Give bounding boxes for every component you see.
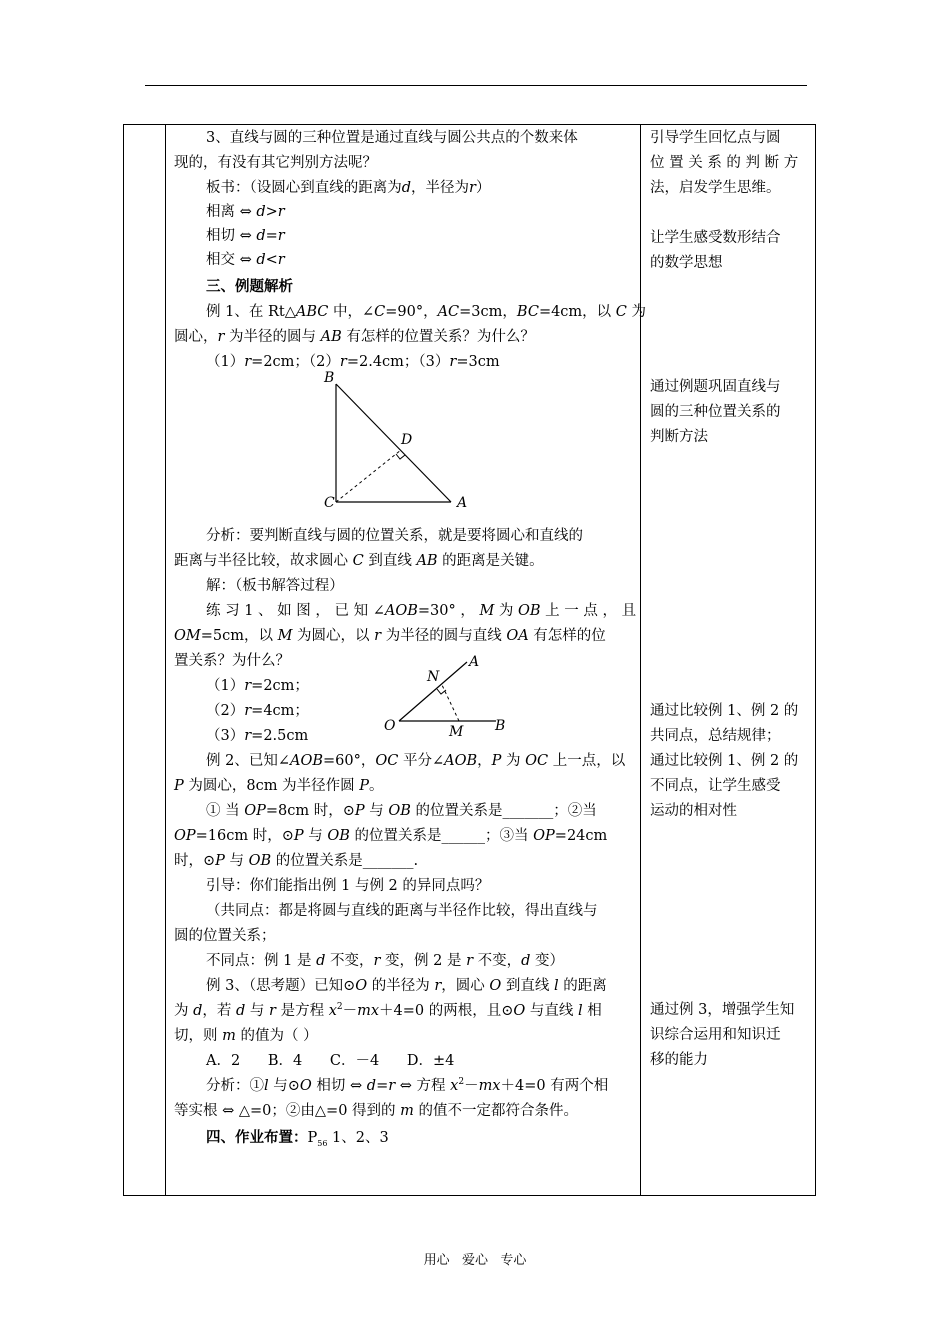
note4-line4: 不同点，让学生感受 bbox=[650, 778, 781, 794]
angle-figure bbox=[379, 650, 519, 740]
practice1-line3: 置关系？为什么？ bbox=[174, 653, 290, 669]
similarity-line2: 圆的位置关系； bbox=[174, 928, 276, 944]
note1-line3: 法，启发学生思维。 bbox=[650, 180, 781, 196]
main-content bbox=[174, 125, 647, 1195]
note1-line1: 引导学生回忆点与圆 bbox=[650, 130, 781, 146]
point-label-b: B bbox=[495, 718, 506, 734]
point-label-m: M bbox=[449, 724, 464, 740]
lesson-table bbox=[123, 124, 816, 1196]
note4-line2: 共同点，总结规律； bbox=[650, 728, 781, 744]
analysis1-line1: 分析：要判断直线与圆的位置关系，就是要将圆心和直线的 bbox=[206, 528, 583, 544]
note5-line2: 识综合运用和知识迁 bbox=[650, 1027, 781, 1043]
board-line: 板书：（设圆心到直线的距离为d，半径为r） bbox=[206, 180, 491, 196]
practice1-line1: 练 习 1 、 如 图 ， 已 知 ∠AOB=30° ， M 为 OB 上 一 点 ， 且 bbox=[206, 603, 637, 619]
column-divider bbox=[640, 125, 641, 1195]
note5-line3: 移的能力 bbox=[650, 1052, 708, 1068]
section-heading-homework: 四、作业布置： bbox=[206, 1129, 308, 1146]
difference-line: 不同点：例 1 是 d 不变，r 变，例 2 是 r 不变，d 变） bbox=[206, 953, 565, 969]
note1-line2: 位 置 关 系 的 判 断 方 bbox=[650, 155, 799, 171]
practice1-line2: OM=5cm，以 M 为圆心，以 r 为半径的圆与直线 OA 有怎样的位 bbox=[174, 628, 606, 644]
homework-line: 四、作业布置：$P_{56}$ 1、2、3 bbox=[206, 1129, 389, 1148]
vertex-label-a: A bbox=[457, 495, 468, 511]
example3-line1: 例 3、（思考题）已知⊙O 的半径为 r，圆心 O 到直线 l 的距离 bbox=[206, 978, 607, 994]
section-heading-examples: 三、例题解析 bbox=[206, 278, 293, 295]
example3-choices: A．2 B．4 C．－4 D．±4 bbox=[206, 1053, 455, 1069]
example2-line2: P 为圆心，8cm 为半径作圆 P。 bbox=[174, 778, 384, 794]
example2-line3: ① 当 OP=8cm 时，⊙P 与 OB 的位置关系是_______；②当 bbox=[206, 803, 597, 819]
note3-line1: 通过例题巩固直线与 bbox=[650, 379, 781, 395]
practice1-option1: （1）r=2cm； bbox=[206, 678, 309, 694]
solution1: 解：（板书解答过程） bbox=[206, 578, 344, 594]
header-rule bbox=[145, 85, 807, 86]
relation-tangent: 相切 ⇔ d=r bbox=[206, 228, 285, 244]
example2-line5: 时，⊙P 与 OB 的位置关系是_______. bbox=[174, 853, 419, 869]
example3-line3: 切，则 m 的值为（ ） bbox=[174, 1028, 318, 1044]
note3-line3: 判断方法 bbox=[650, 429, 708, 445]
note2-line1: 让学生感受数形结合 bbox=[650, 230, 781, 246]
example1-line2: 圆心，r 为半径的圆与 AB 有怎样的位置关系？为什么？ bbox=[174, 329, 535, 345]
note2-line2: 的数学思想 bbox=[650, 255, 723, 271]
point-label-n: N bbox=[427, 669, 440, 685]
guide-question: 引导：你们能指出例 1 与例 2 的异同点吗？ bbox=[206, 878, 490, 894]
example1-options: （1）r=2cm；（2）r=2.4cm；（3）r=3cm bbox=[206, 354, 500, 370]
note3-line2: 圆的三种位置关系的 bbox=[650, 404, 781, 420]
example2-line1: 例 2、已知∠AOB=60°，OC 平分∠AOB，P 为 OC 上一点，以 bbox=[206, 753, 626, 769]
analysis3-line2: 等实根 ⇔ △=0；②由△=0 得到的 m 的值不一定都符合条件。 bbox=[174, 1103, 579, 1119]
point-label-o: O bbox=[384, 718, 396, 734]
relation-separate: 相离 ⇔ d>r bbox=[206, 204, 285, 220]
q3-line1: 3、直线与圆的三种位置是通过直线与圆公共点的个数来体 bbox=[206, 130, 578, 146]
note5-line1: 通过例 3，增强学生知 bbox=[650, 1002, 795, 1018]
vertex-label-c: C bbox=[324, 495, 335, 511]
practice1-option3: （3）r=2.5cm bbox=[206, 728, 309, 744]
practice1-option2: （2）r=4cm； bbox=[206, 703, 309, 719]
q3-line2: 现的，有没有其它判别方法呢？ bbox=[174, 155, 377, 171]
note4-line3: 通过比较例 1、例 2 的 bbox=[650, 753, 799, 769]
column-divider bbox=[165, 125, 166, 1195]
vertex-label-d: D bbox=[401, 432, 413, 448]
note4-line1: 通过比较例 1、例 2 的 bbox=[650, 703, 799, 719]
example1-line1: 例 1、在 Rt△ABC 中，∠C=90°，AC=3cm，BC=4cm，以 C 为 bbox=[206, 304, 647, 320]
teaching-notes bbox=[650, 125, 810, 1195]
example2-line4: OP=16cm 时，⊙P 与 OB 的位置关系是______；③当 OP=24cm bbox=[174, 828, 608, 844]
triangle-figure bbox=[314, 370, 474, 510]
vertex-label-b: B bbox=[324, 370, 335, 386]
analysis1-line2: 距离与半径比较，故求圆心 C 到直线 AB 的距离是关键。 bbox=[174, 553, 544, 569]
relation-intersect: 相交 ⇔ d<r bbox=[206, 252, 285, 268]
similarity-line1: （共同点：都是将圆与直线的距离与半径作比较，得出直线与 bbox=[206, 903, 598, 919]
note4-line5: 运动的相对性 bbox=[650, 803, 737, 819]
point-label-a: A bbox=[469, 654, 480, 670]
analysis3-line1: 分析：①l 与⊙O 相切 ⇔ d=r ⇔ 方程 $x^2-mx+4=0$ 有两个相 bbox=[206, 1077, 609, 1094]
page-footer: 用心 爱心 专心 bbox=[423, 1253, 527, 1268]
example3-line2: 为 d，若 d 与 r 是方程 $x^2-mx+4=0$ 的两根，且⊙O 与直线 l 相 bbox=[174, 1002, 602, 1019]
